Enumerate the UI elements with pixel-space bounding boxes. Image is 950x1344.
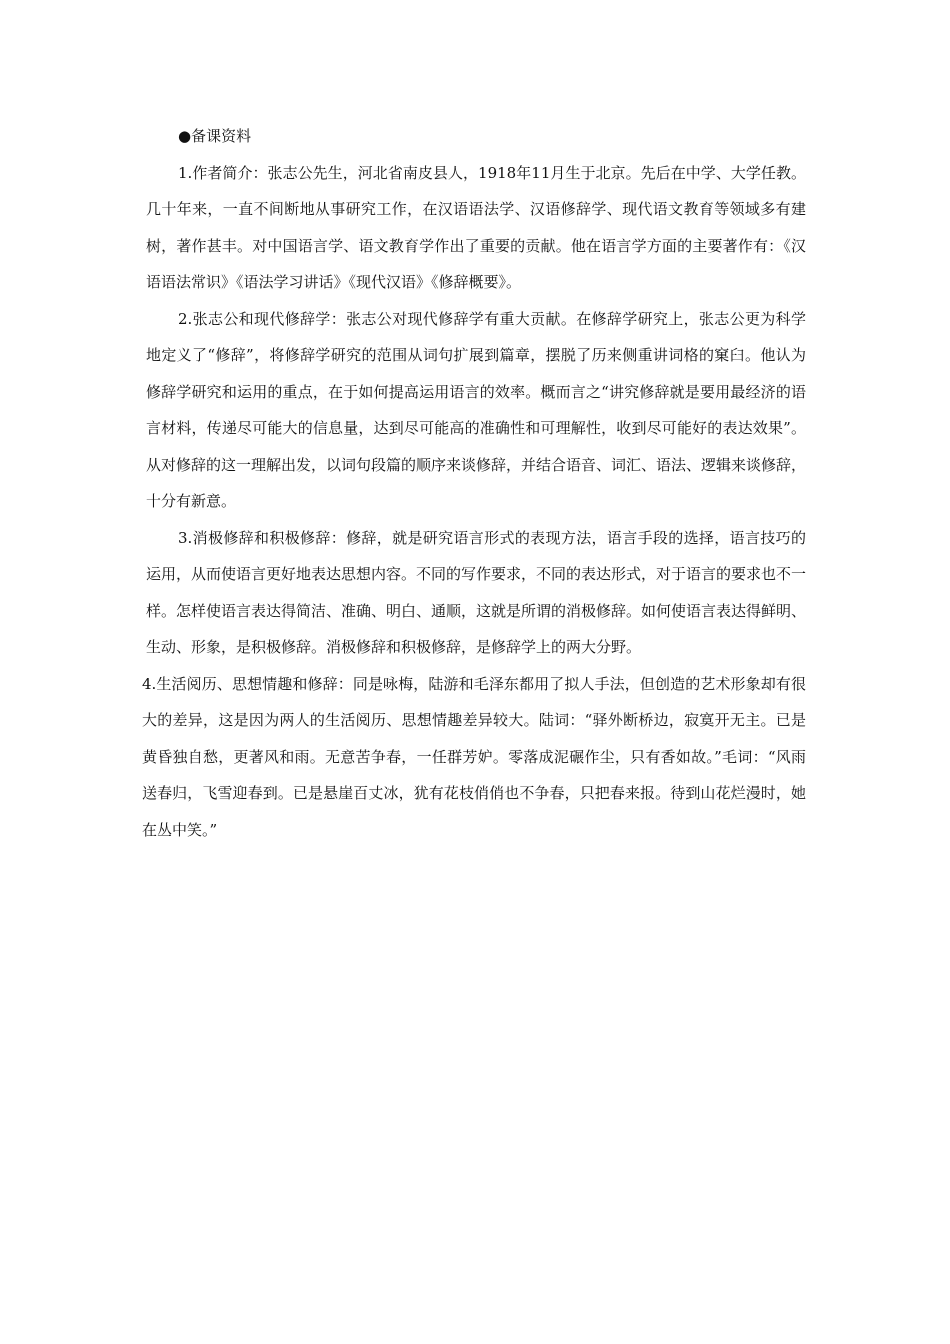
paragraph-life-experience: 4.生活阅历、思想情趣和修辞：同是咏梅，陆游和毛泽东都用了拟人手法，但创造的艺术形象却有很大的差异，这是因为两人的生活阅历、思想情趣差异较大。陆词：“驿外断桥边，寂寞开无主。已是黄昏独自愁，更著风和雨。无意苦争春，一任群芳妒。零落成泥碾作尘，只有香如故。”毛词：“风雨送春归，飞雪迎春到。已是悬崖百丈冰，犹有花枝俏俏也不争春，只把春来报。待到山花烂漫时，她在丛中笑。” — [142, 674, 806, 839]
paragraph-negative-positive-rhetoric: 3.消极修辞和积极修辞：修辞，就是研究语言形式的表现方法，语言手段的选择，语言技巧的运用，从而使语言更好地表达思想内容。不同的写作要求，不同的表达形式，对于语言的要求也不一样。怎样使语言表达得简洁、准确、明白、通顺，这就是所谓的消极修辞。如何使语言表达得鲜明、生动、形象，是积极修辞。消极修辞和积极修辞，是修辞学上的两大分野。 — [146, 528, 807, 656]
paragraph-author-intro: 1.作者简介：张志公先生，河北省南皮县人，1918年11月生于北京。先后在中学、大学任教。几十年来，一直不间断地从事研究工作，在汉语语法学、汉语修辞学、现代语文教育等领域多有建树，著作甚丰。对中国语言学、语文教育学作出了重要的贡献。他在语言学方面的主要著作有：《汉语语法常识》《语法学习讲话》《现代汉语》《修辞概要》。 — [146, 163, 806, 291]
document-body — [142, 118, 807, 848]
section-heading: ●备课资料 — [178, 127, 252, 145]
paragraph-modern-rhetoric: 2.张志公和现代修辞学：张志公对现代修辞学有重大贡献。在修辞学研究上，张志公更为科学地定义了“修辞”，将修辞学研究的范围从词句扩展到篇章，摆脱了历来侧重讲词格的窠臼。他认为修辞学研究和运用的重点，在于如何提高运用语言的效率。概而言之“讲究修辞就是要用最经济的语言材料，传递尽可能大的信息量，达到尽可能高的准确性和可理解性，收到尽可能好的表达效果”。从对修辞的这一理解出发，以词句段篇的顺序来谈修辞，并结合语音、词汇、语法、逻辑来谈修辞，十分有新意。 — [146, 309, 807, 510]
